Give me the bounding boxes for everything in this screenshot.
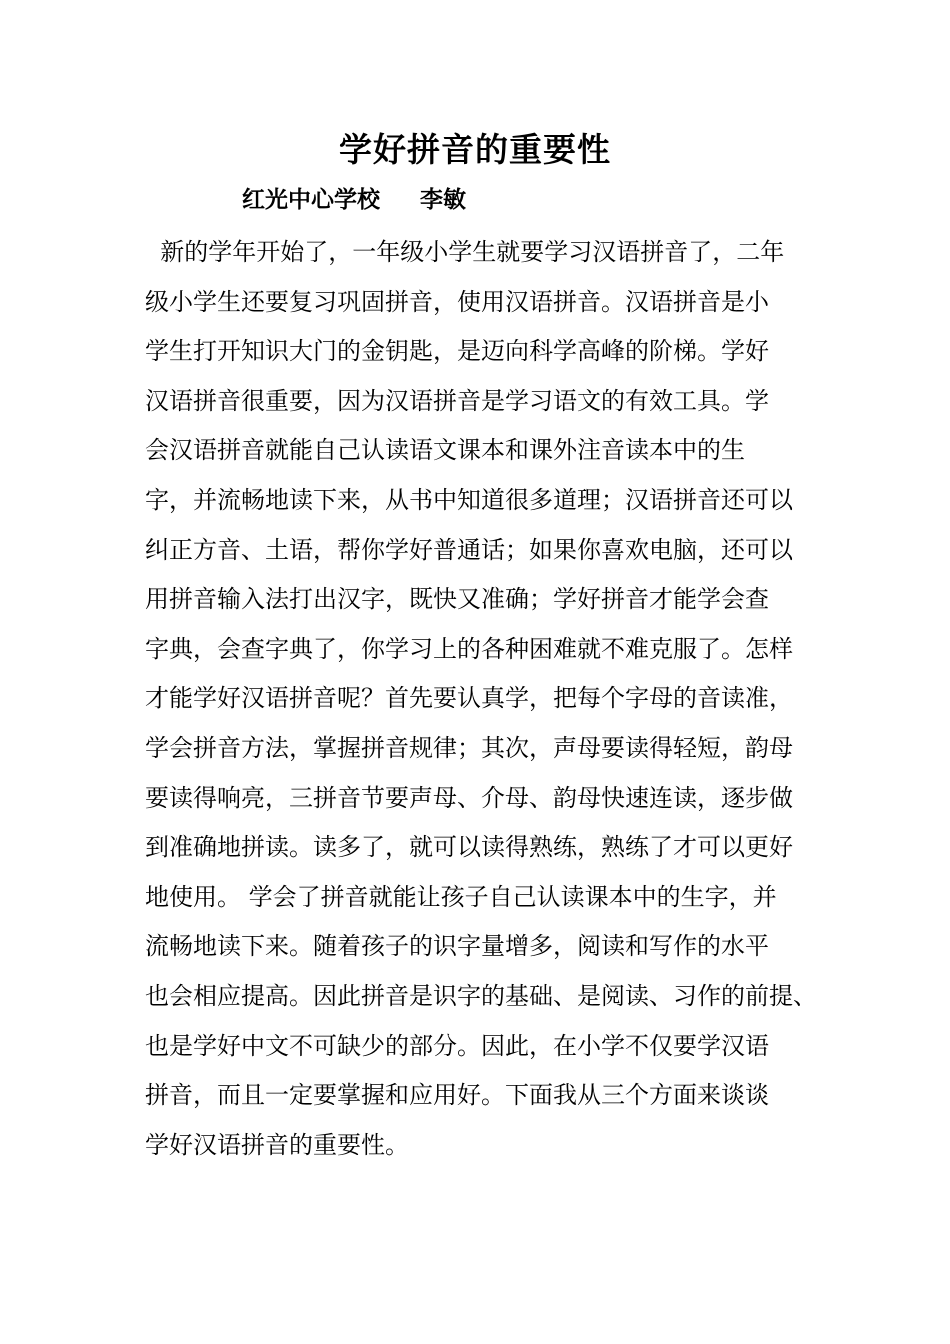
text-line: 学生打开知识大门的金钥匙，是迈向科学高峰的阶梯。学好 (145, 337, 769, 366)
text-line: 汉语拼音很重要，因为汉语拼音是学习语文的有效工具。学 (145, 386, 769, 415)
text-line: 会汉语拼音就能自己认读语文课本和课外注音读本中的生 (145, 436, 745, 465)
text-line: 地使用。 学会了拼音就能让孩子自己认读课本中的生字，并 (145, 882, 777, 911)
author-byline: 红光中心学校 李敏 (242, 186, 467, 213)
text-line: 也会相应提高。因此拼音是识字的基础、是阅读、习作的前提、 (145, 981, 817, 1010)
document-title: 学好拼音的重要性 (339, 130, 611, 169)
text-line: 要读得响亮，三拼音节要声母、介母、韵母快速连读，逐步做 (145, 783, 793, 812)
text-line: 流畅地读下来。随着孩子的识字量增多，阅读和写作的水平 (145, 932, 769, 961)
text-line: 新的学年开始了，一年级小学生就要学习汉语拼音了，二年 (145, 238, 785, 266)
body-paragraph (145, 228, 825, 1170)
text-line: 学好汉语拼音的重要性。 (145, 1130, 409, 1159)
text-line: 纠正方音、土语，帮你学好普通话；如果你喜欢电脑，还可以 (145, 535, 793, 564)
text-line: 拼音，而且一定要掌握和应用好。下面我从三个方面来谈谈 (145, 1081, 769, 1110)
text-line: 也是学好中文不可缺少的部分。因此，在小学不仅要学汉语 (145, 1031, 769, 1060)
text-line: 级小学生还要复习巩固拼音，使用汉语拼音。汉语拼音是小 (145, 287, 769, 316)
text-line: 才能学好汉语拼音呢？首先要认真学，把每个字母的音读准， (145, 684, 793, 713)
text-line: 用拼音输入法打出汉字，既快又准确；学好拼音才能学会查 (145, 585, 769, 614)
text-line: 到准确地拼读。读多了，就可以读得熟练，熟练了才可以更好 (145, 833, 793, 862)
text-line: 字典，会查字典了，你学习上的各种困难就不难克服了。怎样 (145, 634, 793, 663)
text-line: 字，并流畅地读下来，从书中知道很多道理；汉语拼音还可以 (145, 485, 793, 514)
text-line: 学会拼音方法，掌握拼音规律；其次，声母要读得轻短，韵母 (145, 733, 793, 762)
